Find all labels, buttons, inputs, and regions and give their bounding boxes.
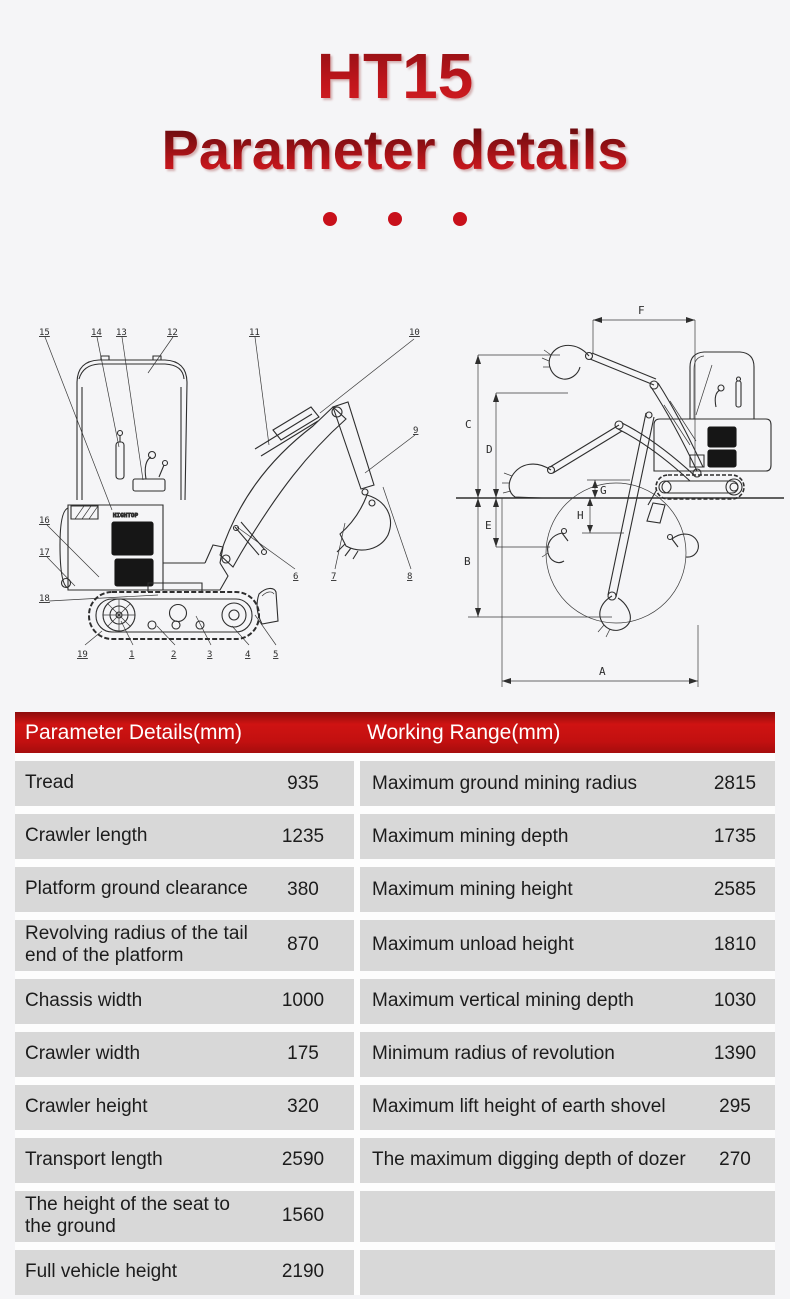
part-label: 16 [39, 516, 50, 526]
part-label: 3 [207, 650, 213, 660]
parameter-label: Crawler length [25, 825, 148, 847]
part-label: 14 [91, 328, 102, 338]
range-value: 1810 [713, 934, 757, 956]
parameter-cell [15, 761, 354, 806]
parameter-label: Chassis width [25, 990, 143, 1012]
range-cell [360, 1138, 775, 1183]
range-cell [360, 1032, 775, 1077]
part-label: 4 [245, 650, 251, 660]
spec-table [15, 712, 775, 1295]
parameter-label: Platform ground clearance [25, 878, 248, 900]
parameter-value: 320 [287, 1096, 319, 1118]
decorative-dots [0, 212, 790, 226]
parameter-value: 380 [287, 878, 319, 900]
excavator-part-diagram [15, 295, 435, 693]
working-range-header: Working Range(mm) [367, 720, 561, 744]
parameter-cell [15, 1138, 354, 1183]
dim-label: F [638, 304, 645, 317]
parameter-label: Tread [25, 772, 74, 794]
parameter-value: 935 [287, 772, 319, 794]
range-cell [360, 979, 775, 1024]
range-cell [360, 920, 775, 971]
parameter-label: Full vehicle height [25, 1260, 178, 1282]
range-label: Minimum radius of revolution [372, 1043, 615, 1065]
parameter-value: 1235 [281, 825, 325, 847]
parameter-value: 2590 [281, 1149, 325, 1171]
range-label: Maximum ground mining radius [372, 772, 638, 794]
page-subtitle: Parameter details [0, 122, 790, 178]
parameter-value: 870 [287, 934, 319, 956]
table-row [15, 979, 775, 1024]
table-row [15, 1085, 775, 1130]
table-row [15, 814, 775, 859]
range-value: 295 [719, 1096, 751, 1118]
range-label: Maximum vertical mining depth [372, 990, 634, 1012]
part-label: 11 [249, 328, 260, 338]
parameter-cell [15, 979, 354, 1024]
dim-label: E [485, 519, 492, 532]
parameter-value: 2190 [281, 1261, 325, 1283]
dim-label: A [599, 665, 606, 678]
parameter-cell [15, 1085, 354, 1130]
parameter-cell [15, 867, 354, 912]
dim-label: G [600, 484, 607, 497]
part-label: 10 [409, 328, 420, 338]
range-label: Maximum lift height of earth shovel [372, 1096, 666, 1118]
parameter-value: 175 [287, 1043, 319, 1065]
range-value: 1030 [713, 990, 757, 1012]
range-label: The maximum digging depth of dozer [372, 1149, 686, 1171]
part-label: 2 [171, 650, 177, 660]
range-value: 2585 [713, 878, 757, 900]
range-cell [360, 1191, 775, 1242]
part-label: 8 [407, 572, 413, 582]
range-value: 1735 [713, 825, 757, 847]
range-label: Maximum mining height [372, 878, 573, 900]
working-range-diagram [450, 295, 790, 695]
table-row [15, 761, 775, 806]
table-row [15, 1250, 775, 1295]
range-value: 1390 [713, 1043, 757, 1065]
parameter-label: Transport length [25, 1149, 163, 1171]
parameter-cell [15, 814, 354, 859]
parameter-label: Crawler width [25, 1043, 141, 1065]
table-row [15, 1032, 775, 1077]
part-label: 6 [293, 572, 299, 582]
parameter-details-header: Parameter Details(mm) [25, 720, 243, 744]
parameter-label: The height of the seat to the ground [25, 1193, 230, 1238]
part-label: 19 [77, 650, 88, 660]
parameter-value: 1560 [281, 1205, 325, 1227]
part-label: 18 [39, 594, 50, 604]
range-cell [360, 761, 775, 806]
range-cell [360, 1250, 775, 1295]
dim-label: B [464, 555, 471, 568]
range-cell [360, 867, 775, 912]
parameter-label: Revolving radius of the tail end of the platform [25, 923, 248, 967]
table-row [15, 867, 775, 912]
parameter-label: Crawler height [25, 1096, 148, 1118]
range-cell [360, 814, 775, 859]
parameter-cell [15, 1250, 354, 1295]
part-label: 1 [129, 650, 135, 660]
dim-label: H [577, 509, 584, 522]
range-cell [360, 1085, 775, 1130]
range-value: 2815 [713, 772, 757, 794]
table-body [15, 761, 775, 1295]
part-label: 13 [116, 328, 127, 338]
dot-icon [323, 212, 337, 226]
parameter-cell [15, 1032, 354, 1077]
part-label: 5 [273, 650, 279, 660]
range-value: 270 [719, 1149, 751, 1171]
table-row [15, 920, 775, 971]
part-label: 9 [413, 426, 419, 436]
part-label: 15 [39, 328, 50, 338]
parameter-value: 1000 [281, 990, 325, 1012]
part-label: 17 [39, 548, 50, 558]
brand-text: HIGHTOP [113, 513, 139, 519]
table-row [15, 1191, 775, 1242]
parameter-cell [15, 920, 354, 971]
range-label: Maximum mining depth [372, 825, 569, 847]
dim-label: C [465, 418, 472, 431]
range-label: Maximum unload height [372, 934, 574, 956]
dot-icon [388, 212, 402, 226]
page-title: HT15 [0, 0, 790, 108]
part-label: 12 [167, 328, 178, 338]
table-row [15, 1138, 775, 1183]
part-label: 7 [331, 572, 337, 582]
parameter-cell [15, 1191, 354, 1242]
dim-label: D [486, 443, 493, 456]
table-header [15, 712, 775, 753]
title-block [0, 0, 790, 226]
dot-icon [453, 212, 467, 226]
